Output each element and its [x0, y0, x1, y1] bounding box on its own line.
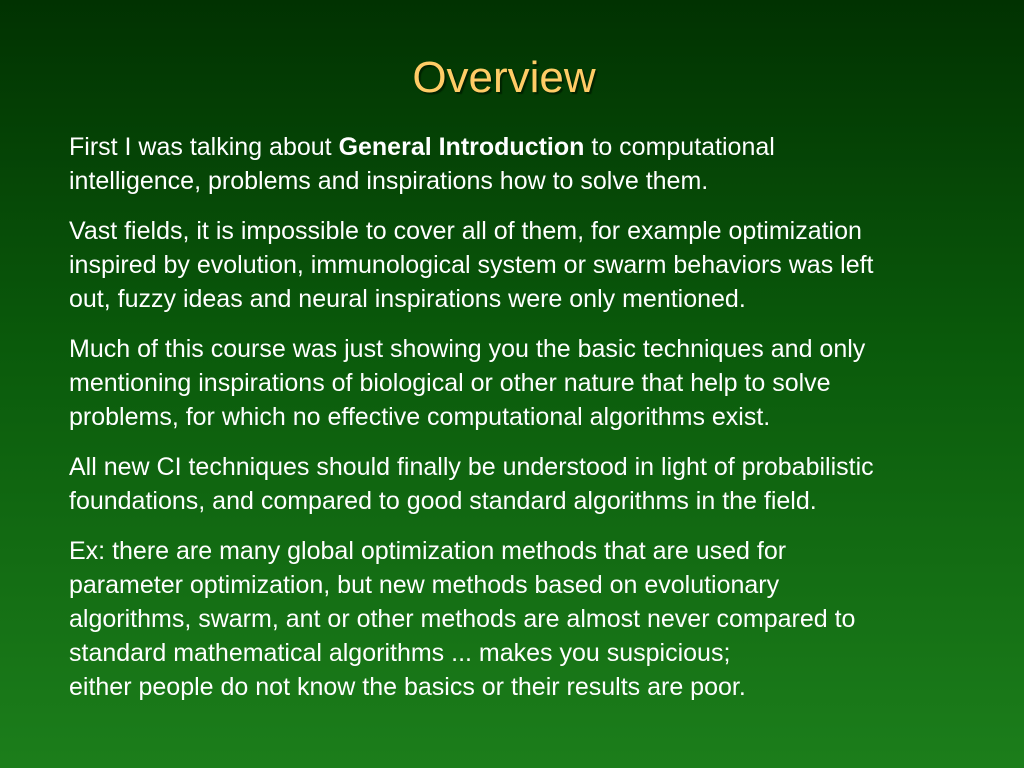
paragraph-example-optimization: [69, 534, 999, 704]
paragraph-line: Vast fields, it is impossible to cover all of them, for example optimization: [69, 217, 862, 245]
paragraph-line: [69, 130, 999, 164]
text-run: to computational: [584, 133, 775, 161]
paragraph-line: either people do not know the basics or their results are poor.: [69, 673, 746, 701]
paragraph-line: out, fuzzy ideas and neural inspirations were only mentioned.: [69, 285, 746, 313]
paragraph-line: inspired by evolution, immunological system or swarm behaviors was left: [69, 251, 874, 279]
paragraph-probabilistic-foundations: [69, 450, 999, 518]
bold-text-general-introduction: General Introduction: [338, 133, 585, 161]
text-run: First I was talking about: [69, 133, 339, 161]
slide-title: Overview: [412, 53, 596, 102]
paragraph-line: parameter optimization, but new methods based on evolutionary: [69, 571, 780, 599]
paragraph-vast-fields: [69, 214, 999, 316]
slide-body: [69, 130, 999, 720]
paragraph-general-introduction: [69, 130, 999, 198]
paragraph-line: Much of this course was just showing you the basic techniques and only: [69, 335, 866, 363]
paragraph-line: problems, for which no effective computational algorithms exist.: [69, 403, 771, 431]
paragraph-line: foundations, and compared to good standard algorithms in the field.: [69, 487, 817, 515]
paragraph-line: Ex: there are many global optimization methods that are used for: [69, 537, 787, 565]
paragraph-line: All new CI techniques should finally be understood in light of probabilistic: [69, 453, 874, 481]
paragraph-line: standard mathematical algorithms ... makes you suspicious;: [69, 639, 731, 667]
paragraph-course-techniques: [69, 332, 999, 434]
paragraph-line: algorithms, swarm, ant or other methods are almost never compared to: [69, 605, 856, 633]
paragraph-line: mentioning inspirations of biological or other nature that help to solve: [69, 369, 831, 397]
paragraph-line: intelligence, problems and inspirations how to solve them.: [69, 167, 709, 195]
